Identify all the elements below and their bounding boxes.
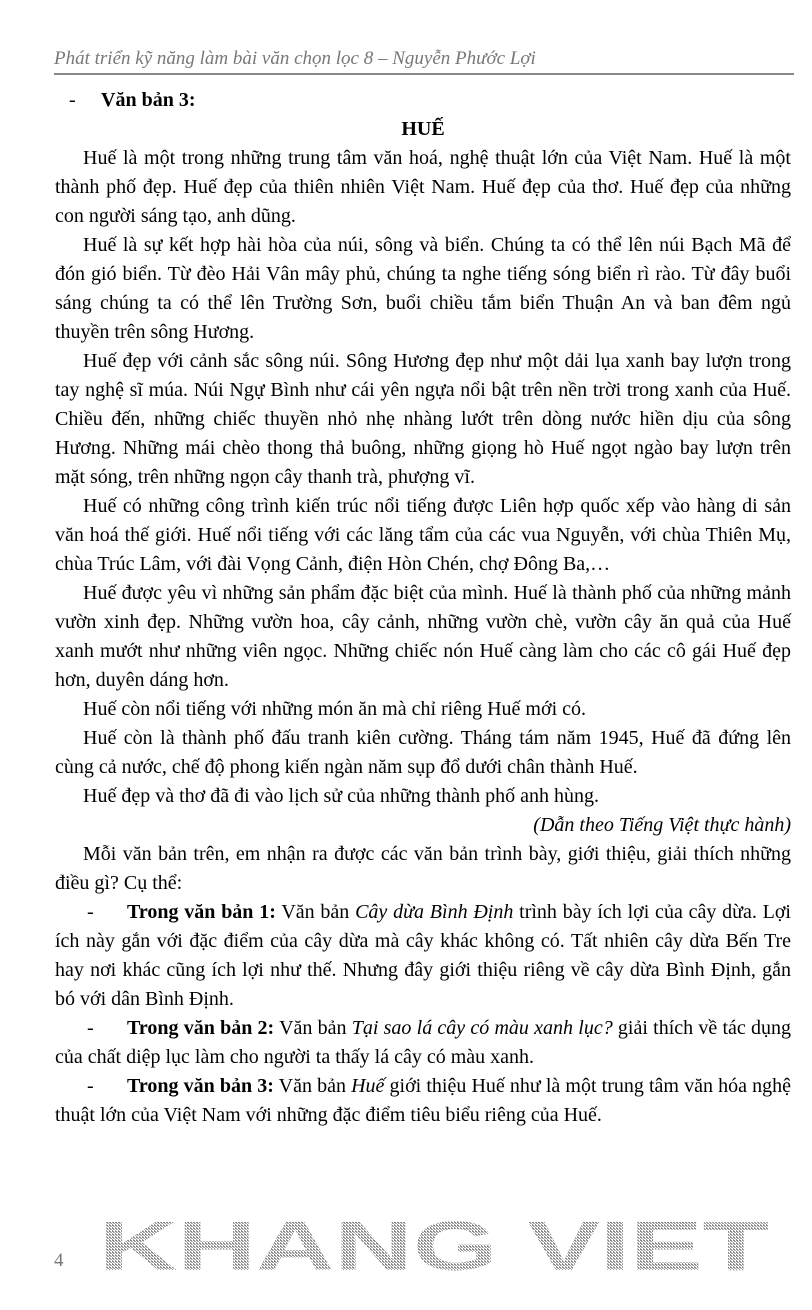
answer-text: trình bày ích lợi của cây dừa. Lợi ích này gắn với đặc điểm của cây dừa mà cây khác không có. Tất nhiên cây dừa Bến Tre hay nơi khác cũng ích lợi như thế. Nhưng đây giới thiệu riêng về cây dừa Bình Định, gắn bó với dân Bình Định.: [55, 901, 791, 1010]
answer-label: Trong văn bản 1:: [127, 901, 276, 923]
source-citation: (Dẫn theo Tiếng Việt thực hành): [533, 814, 791, 836]
work-title: Huế: [351, 1075, 385, 1097]
running-header: Phát triển kỹ năng làm bài văn chọn lọc 8 – Nguyễn Phước Lợi: [54, 48, 794, 75]
answer-item: [55, 1014, 791, 1072]
bullet-dash: -: [87, 1017, 94, 1039]
section-heading: [69, 86, 791, 115]
paragraph: Huế là sự kết hợp hài hòa của núi, sông và biển. Chúng ta có thể lên núi Bạch Mã để đón gió biển. Từ đèo Hải Vân mây phủ, chúng ta nghe tiếng sóng biển rì rào. Từ đây buổi sáng chúng ta có thể lên Trường Sơn, buổi chiều tắm biển Thuận An và ban đêm ngủ thuyền trên sông Hương.: [55, 234, 791, 343]
svg-text:KHANG VIET: KHANG VIET: [99, 1216, 769, 1272]
section-label: Văn bản 3:: [101, 89, 196, 111]
paragraph: Huế được yêu vì những sản phẩm đặc biệt của mình. Huế là thành phố của những mảnh vườn xinh đẹp. Những vườn hoa, cây cảnh, những vườn chè, vườn cây ăn quả của Huế xanh mướt như những viên ngọc. Những chiếc nón Huế càng làm cho các cô gái Huế đẹp hơn, duyên dáng hơn.: [55, 582, 791, 691]
bullet-dash: -: [87, 1075, 94, 1097]
answer-label: Trong văn bản 2:: [127, 1017, 275, 1039]
answer-text: giải thích về tác dụng của chất diệp lục làm cho người ta thấy lá cây có màu xanh.: [55, 1017, 791, 1068]
answer-text: Văn bản: [274, 1017, 352, 1039]
answer-label: Trong văn bản 3:: [127, 1075, 274, 1097]
paragraph: Huế đẹp với cảnh sắc sông núi. Sông Hương đẹp như một dải lụa xanh bay lượn trong tay nghệ sĩ múa. Núi Ngự Bình như cái yên ngựa nổi bật trên nền trời trong xanh của Huế. Chiều đến, những chiếc thuyền nhỏ nhẹ nhàng lướt trên dòng nước hiền dịu của sông Hương. Những mái chèo thong thả buông, những giọng hò Huế ngọt ngào bay lượn trên mặt sóng, trên những ngọn cây thanh trà, phượng vĩ.: [55, 350, 791, 488]
page-number: 4: [54, 1250, 64, 1271]
work-title: Cây dừa Bình Định: [355, 901, 514, 923]
khang-viet-watermark-logo: [94, 1216, 774, 1272]
paragraph: Huế còn nổi tiếng với những món ăn mà chỉ riêng Huế mới có.: [83, 698, 586, 720]
paragraph: Huế còn là thành phố đấu tranh kiên cường. Tháng tám năm 1945, Huế đã đứng lên cùng cả nước, chế độ phong kiến ngàn năm sụp đổ dưới chân thành Huế.: [55, 727, 791, 778]
answer-text: Văn bản: [275, 901, 356, 923]
answer-text: Văn bản: [273, 1075, 352, 1097]
paragraph: Huế có những công trình kiến trúc nổi tiếng được Liên hợp quốc xếp vào hàng di sản văn hoá thế giới. Huế nổi tiếng với các lăng tẩm của các vua Nguyễn, với chùa Thiên Mụ, chùa Trúc Lâm, với đài Vọng Cảnh, điện Hòn Chén, chợ Đông Ba,…: [55, 495, 791, 575]
answer-text: giới thiệu Huế như là một trung tâm văn hóa nghệ thuật lớn của Việt Nam với những đặc điểm tiêu biểu riêng của Huế.: [55, 1075, 791, 1126]
paragraph: Huế là một trong những trung tâm văn hoá, nghệ thuật lớn của Việt Nam. Huế là một thành phố đẹp. Huế đẹp của thiên nhiên Việt Nam. Huế đẹp của thơ. Huế đẹp của những con người sáng tạo, anh dũng.: [55, 147, 791, 227]
answer-item: [55, 1072, 791, 1130]
bullet-dash: -: [87, 901, 94, 923]
question-paragraph: Mỗi văn bản trên, em nhận ra được các văn bản trình bày, giới thiệu, giải thích những điều gì? Cụ thể:: [55, 843, 791, 894]
answer-item: [55, 898, 791, 1014]
page-body: [55, 86, 791, 1130]
paragraph: Huế đẹp và thơ đã đi vào lịch sử của những thành phố anh hùng.: [83, 785, 600, 807]
bullet-dash: -: [69, 89, 76, 111]
text-title: HUẾ: [401, 118, 445, 140]
work-title: Tại sao lá cây có màu xanh lục?: [351, 1017, 613, 1039]
